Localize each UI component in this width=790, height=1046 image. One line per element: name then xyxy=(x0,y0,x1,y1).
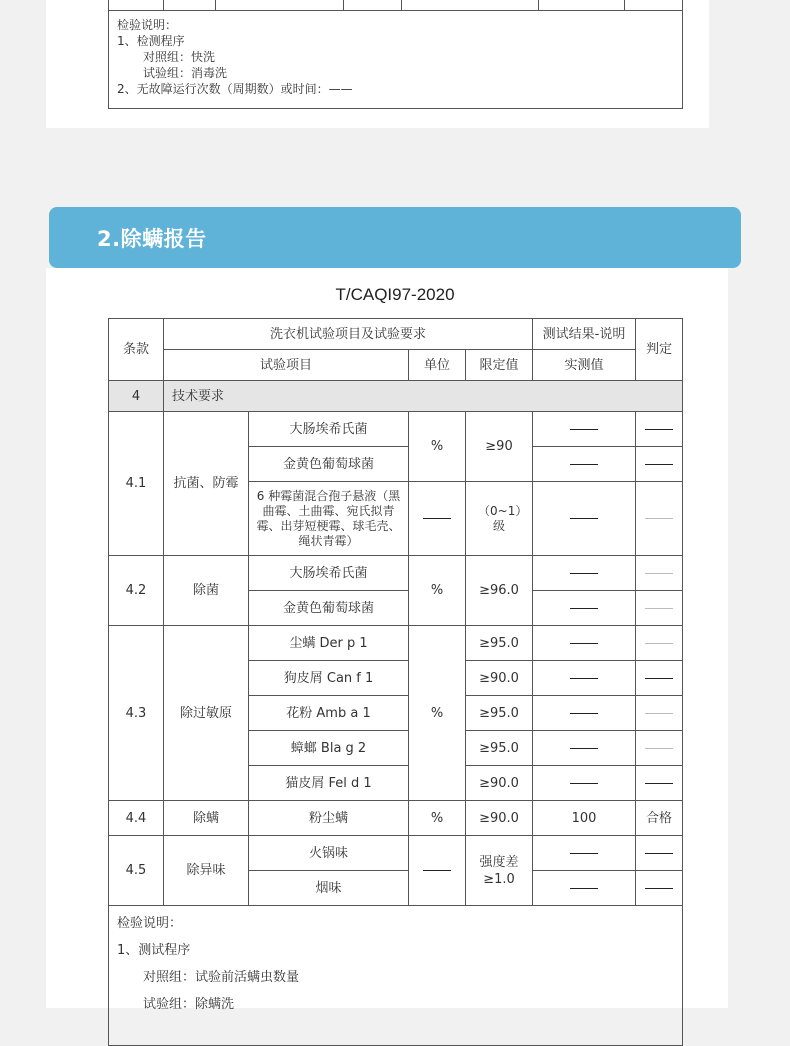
test-item-cell: 狗皮屑 Can f 1 xyxy=(249,661,409,696)
tech-requirements-row xyxy=(109,381,683,412)
dash xyxy=(570,888,598,889)
judgement-cell xyxy=(636,412,683,447)
category-cell: 除螨 xyxy=(164,801,249,836)
notes-line: 对照组：试验前活螨虫数量 xyxy=(143,970,300,985)
measured-cell xyxy=(533,696,636,731)
test-item-cell: 大肠埃希氏菌 xyxy=(249,412,409,447)
tech-requirements-label: 技术要求 xyxy=(164,381,683,412)
notes-line: 1、测试程序 xyxy=(117,943,191,958)
table-row xyxy=(109,556,683,591)
dash xyxy=(645,464,673,465)
test-item-cell: 蟑螂 Bla g 2 xyxy=(249,731,409,766)
dash xyxy=(645,608,673,609)
dash xyxy=(423,518,451,519)
document-title: T/CAQI97-2020 xyxy=(335,285,455,304)
category-cell: 除过敏原 xyxy=(164,626,249,801)
test-item-cell: 金黄色葡萄球菌 xyxy=(249,447,409,482)
category-cell: 除异味 xyxy=(164,836,249,906)
dash xyxy=(645,573,673,574)
clause-cell: 4.2 xyxy=(109,556,164,626)
test-item-cell: 尘螨 Der p 1 xyxy=(249,626,409,661)
dash xyxy=(645,678,673,679)
notes-line: 试验组：消毒洗 xyxy=(143,66,228,80)
dash xyxy=(570,748,598,749)
limit-cell: ≥90.0 xyxy=(466,766,533,801)
measured-cell xyxy=(533,661,636,696)
measured-cell xyxy=(533,482,636,556)
judgement-cell xyxy=(636,661,683,696)
mite-removal-table xyxy=(108,318,683,1046)
judgement-cell xyxy=(636,482,683,556)
limit-cell: ≥90.0 xyxy=(466,801,533,836)
section-title: 2.除螨报告 xyxy=(97,227,207,251)
dash xyxy=(570,853,598,854)
clause-cell: 4 xyxy=(109,381,164,412)
dash xyxy=(645,643,673,644)
judgement-cell xyxy=(636,836,683,871)
test-item-cell: 火锅味 xyxy=(249,836,409,871)
section-banner xyxy=(49,207,741,268)
dash xyxy=(570,713,598,714)
header-judgement: 判定 xyxy=(636,319,683,381)
table-row xyxy=(109,626,683,661)
dash xyxy=(645,853,673,854)
test-item-cell: 大肠埃希氏菌 xyxy=(249,556,409,591)
judgement-cell xyxy=(636,556,683,591)
dash xyxy=(645,748,673,749)
limit-cell: ≥95.0 xyxy=(466,626,533,661)
inspection-notes xyxy=(109,906,683,1046)
measured-cell xyxy=(533,766,636,801)
notes-line: 试验组：除螨洗 xyxy=(143,997,235,1012)
dash xyxy=(645,783,673,784)
unit-cell: % xyxy=(409,801,466,836)
judgement-cell xyxy=(636,591,683,626)
unit-cell: % xyxy=(409,412,466,482)
test-item-cell: 金黄色葡萄球菌 xyxy=(249,591,409,626)
judgement-cell xyxy=(636,696,683,731)
table-row xyxy=(109,801,683,836)
measured-cell xyxy=(533,871,636,906)
measured-cell xyxy=(533,836,636,871)
judgement-cell xyxy=(636,871,683,906)
dash xyxy=(570,518,598,519)
header-items-requirements: 洗衣机试验项目及试验要求 xyxy=(164,319,533,350)
clause-cell: 4.5 xyxy=(109,836,164,906)
dash xyxy=(570,678,598,679)
measured-cell xyxy=(533,412,636,447)
dash xyxy=(645,888,673,889)
measured-cell xyxy=(533,731,636,766)
unit-cell: % xyxy=(409,626,466,801)
clause-cell: 4.4 xyxy=(109,801,164,836)
dash xyxy=(645,713,673,714)
measured-cell xyxy=(533,591,636,626)
measured-cell xyxy=(533,626,636,661)
clause-cell: 4.1 xyxy=(109,412,164,556)
header-limit: 限定值 xyxy=(466,350,533,381)
judgement-cell xyxy=(636,766,683,801)
dash xyxy=(570,783,598,784)
notes-line: 2、无故障运行次数（周期数）或时间：—— xyxy=(117,82,353,96)
test-item-cell: 粉尘螨 xyxy=(249,801,409,836)
dash xyxy=(645,429,673,430)
partial-row xyxy=(109,0,683,11)
notes-title: 检验说明： xyxy=(117,18,178,32)
notes-title: 检验说明： xyxy=(117,916,183,931)
header-test-item: 试验项目 xyxy=(164,350,409,381)
table-row xyxy=(109,412,683,447)
previous-report-notes xyxy=(109,11,683,109)
judgement-cell: 合格 xyxy=(636,801,683,836)
notes-line: 1、检测程序 xyxy=(117,34,185,48)
unit-cell xyxy=(409,482,466,556)
dash xyxy=(570,573,598,574)
clause-cell: 4.3 xyxy=(109,626,164,801)
header-result-note: 测试结果-说明 xyxy=(533,319,636,350)
dash xyxy=(570,464,598,465)
dash xyxy=(423,870,451,871)
dash xyxy=(570,643,598,644)
dash xyxy=(570,429,598,430)
unit-cell xyxy=(409,836,466,906)
test-item-cell: 烟味 xyxy=(249,871,409,906)
test-item-cell: 猫皮屑 Fel d 1 xyxy=(249,766,409,801)
dash xyxy=(645,518,673,519)
measured-cell xyxy=(533,447,636,482)
category-cell: 抗菌、防霉 xyxy=(164,412,249,556)
limit-cell: ≥95.0 xyxy=(466,696,533,731)
limit-cell: ≥90 xyxy=(466,412,533,482)
previous-report-table xyxy=(108,0,683,109)
header-measured: 实测值 xyxy=(533,350,636,381)
header-unit: 单位 xyxy=(409,350,466,381)
test-item-cell: 花粉 Amb a 1 xyxy=(249,696,409,731)
dash xyxy=(570,608,598,609)
measured-cell: 100 xyxy=(533,801,636,836)
limit-cell: ≥96.0 xyxy=(466,556,533,626)
judgement-cell xyxy=(636,447,683,482)
measured-cell xyxy=(533,556,636,591)
unit-cell: % xyxy=(409,556,466,626)
judgement-cell xyxy=(636,731,683,766)
limit-cell: （0~1）级 xyxy=(466,482,533,556)
category-cell: 除菌 xyxy=(164,556,249,626)
test-item-cell: 6 种霉菌混合孢子悬液（黑曲霉、土曲霉、宛氏拟青霉、出芽短梗霉、球毛壳、绳状青霉） xyxy=(249,482,409,556)
header-clause: 条款 xyxy=(109,319,164,381)
limit-cell: 强度差≥1.0 xyxy=(466,836,533,906)
table-row xyxy=(109,836,683,871)
limit-cell: ≥95.0 xyxy=(466,731,533,766)
notes-line: 对照组：快洗 xyxy=(143,50,216,64)
judgement-cell xyxy=(636,626,683,661)
limit-cell: ≥90.0 xyxy=(466,661,533,696)
partial-row-text xyxy=(402,0,539,11)
